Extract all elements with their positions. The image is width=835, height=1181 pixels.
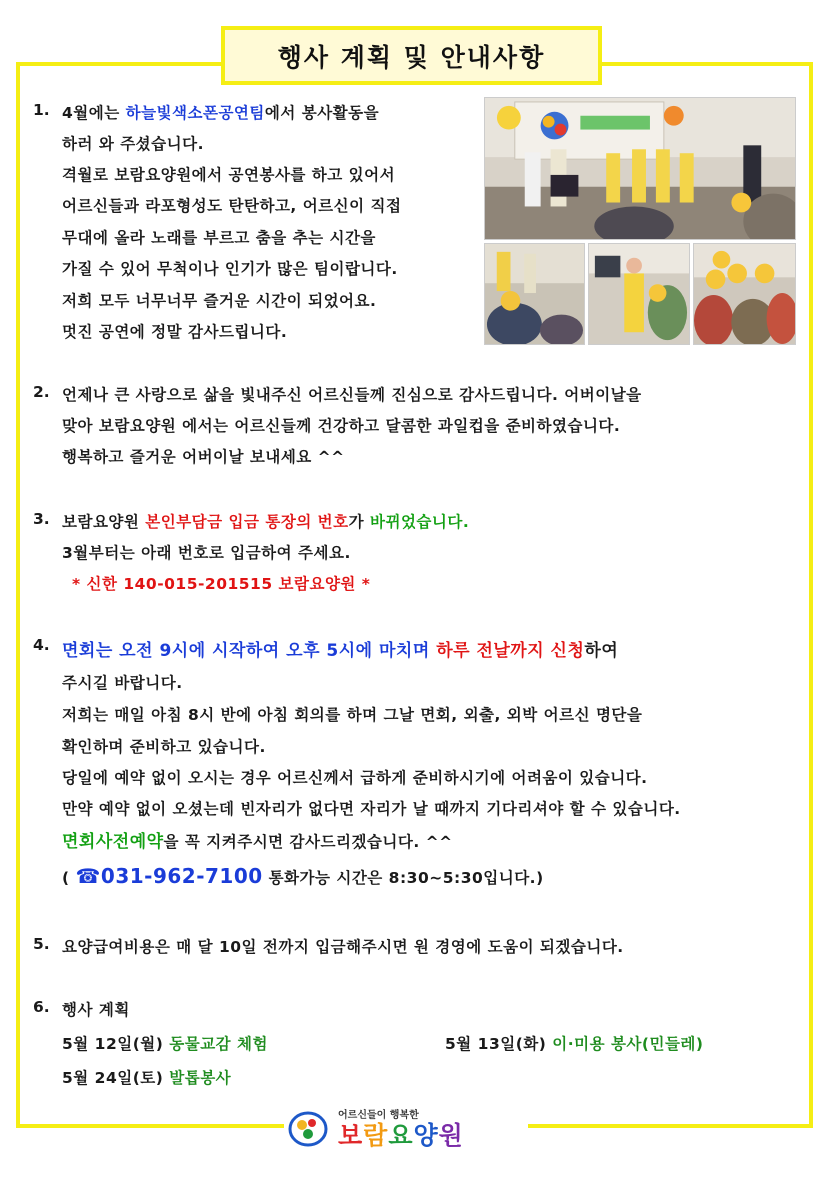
section1-line: 저희 모두 너무너무 즐거운 시간이 되었어요. [62, 292, 377, 310]
section2-line: 행복하고 즐거운 어버이날 보내세요 ^^ [62, 448, 345, 466]
logo-char: 양 [413, 1120, 439, 1150]
logo-emblem-icon [288, 1109, 328, 1149]
logo-char: 람 [363, 1120, 389, 1150]
event-item [62, 1032, 268, 1054]
section1-line: 하러 와 주셨습니다. [62, 135, 204, 153]
call-hours: 통화가능 시간은 8:30~5:30입니다.) [262, 869, 544, 887]
nursing-home-logo [284, 1106, 528, 1152]
event-name: 동물교감 체험 [169, 1035, 268, 1053]
event-item [445, 1032, 704, 1054]
section5-number: 5. [33, 935, 50, 953]
section4-line1-post: 하여 [584, 641, 619, 661]
bank-account-number: * 신한 140-015-201515 보람요양원 * [72, 575, 371, 593]
section1-line: 가질 수 있어 무척이나 인기가 많은 팀이랍니다. [62, 260, 398, 278]
visit-reservation-label: 면회사전예약 [62, 832, 164, 852]
event-date: 5월 12일(월) [62, 1035, 170, 1053]
section4-line1 [62, 636, 618, 661]
account-change-notice: 본인부담금 입금 통장의 번호 [145, 513, 349, 531]
section4-line: 주시길 바랍니다. [62, 674, 183, 692]
phone-open-paren: ( [62, 869, 76, 887]
section4-line: 만약 예약 없이 오셨는데 빈자리가 없다면 자리가 날 때까지 기다리셔야 할 수 있습니다. [62, 800, 681, 818]
section2-line: 언제나 큰 사랑으로 삶을 빛내주신 어르신들께 진심으로 감사드립니다. 어버이날을 [62, 386, 642, 404]
visiting-hours: 면회는 오전 9시에 시작하여 오후 5시에 마치며 [62, 641, 437, 661]
section1-line1 [62, 101, 379, 123]
section1-line: 격월로 보람요양원에서 공연봉사를 하고 있어서 [62, 166, 396, 184]
section5-text: 요양급여비용은 매 달 10일 전까지 입금해주시면 원 경영에 도움이 되겠습니다. [62, 938, 624, 956]
section1-line: 무대에 올라 노래를 부르고 춤을 추는 시간을 [62, 229, 376, 247]
section3-line1-b: 가 [348, 513, 371, 531]
performance-stage-photo [484, 97, 796, 240]
logo-name [338, 1120, 464, 1150]
event-item [62, 1066, 231, 1088]
section2-number: 2. [33, 383, 50, 401]
logo-char: 원 [438, 1120, 464, 1150]
section1-line1-pre: 4월에는 [62, 104, 126, 122]
section6-number: 6. [33, 998, 50, 1016]
performance-team-name: 하늘빛색소폰공연팀 [125, 104, 265, 122]
audience-photo [484, 243, 585, 345]
section1-number: 1. [33, 101, 50, 119]
section3-line1-a: 보람요양원 [62, 513, 146, 531]
dance-photo [693, 243, 796, 345]
event-name: 이·미용 봉사(민들레) [552, 1035, 704, 1053]
event-date: 5월 24일(토) [62, 1069, 170, 1087]
section4-number: 4. [33, 636, 50, 654]
section2-line: 맞아 보람요양원 에서는 어르신들께 건강하고 달콤한 과일컵을 준비하였습니다. [62, 417, 621, 435]
section1-line1-post: 에서 봉사활동을 [264, 104, 380, 122]
section4-reserve-line [62, 827, 453, 852]
phone-line [62, 864, 544, 888]
section3-number: 3. [33, 510, 50, 528]
event-photo-collage [484, 97, 796, 345]
page-title: 행사 계획 및 안내사항 [221, 26, 602, 85]
section3-line1 [62, 510, 469, 532]
section4-line: 당일에 예약 없이 오시는 경우 어르신께서 급하게 준비하시기에 어려움이 있습니다. [62, 769, 648, 787]
logo-char: 요 [388, 1120, 414, 1150]
section4-reserve-post: 을 꼭 지켜주시면 감사드리겠습니다. ^^ [163, 833, 453, 851]
section3-line2: 3월부터는 아래 번호로 입금하여 주세요. [62, 544, 351, 562]
event-plan-heading: 행사 계획 [62, 1001, 130, 1019]
event-date: 5월 13일(화) [445, 1035, 553, 1053]
section1-line: 멋진 공연에 정말 감사드립니다. [62, 323, 288, 341]
visit-request-deadline: 하루 전날까지 신청 [436, 641, 585, 661]
logo-tagline: 어르신들이 행복한 [338, 1109, 419, 1121]
changed-notice: 바뀌었습니다. [370, 513, 470, 531]
phone-number: ☎031-962-7100 [75, 864, 263, 888]
section1-line: 어르신들과 라포형성도 탄탄하고, 어르신이 직접 [62, 197, 402, 215]
section4-line: 확인하며 준비하고 있습니다. [62, 738, 266, 756]
event-name: 발톱봉사 [169, 1069, 232, 1087]
singer-photo [588, 243, 690, 345]
logo-char: 보 [338, 1120, 364, 1150]
section4-line: 저희는 매일 아침 8시 반에 아침 회의를 하며 그날 면회, 외출, 외박 어르신 명단을 [62, 706, 643, 724]
